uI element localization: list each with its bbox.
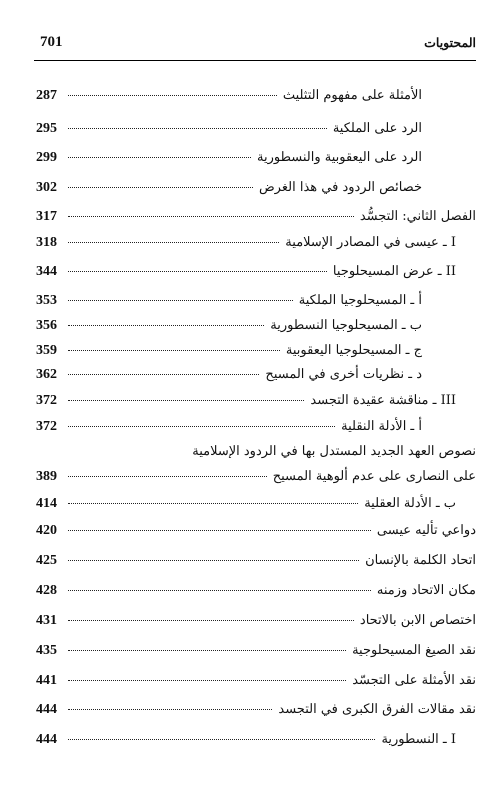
dot-leader	[68, 426, 335, 427]
toc-page-number: 389	[36, 469, 57, 484]
toc-entry-title: الأمثلة على مفهوم التثليث	[282, 88, 422, 103]
toc-entry-title: III ـ مناقشة عقيدة التجسد	[310, 393, 456, 408]
toc-entry-title: نقد الأمثلة على التجسّد	[352, 673, 476, 688]
toc-page-number: 299	[36, 150, 57, 165]
toc-entry-title: نصوص العهد الجديد المستدل بها في الردود الإسلامية	[192, 444, 476, 459]
toc-entry-title: خصائص الردود في هذا الغرض	[258, 180, 422, 195]
toc-entry-title-continuation: على النصارى على عدم ألوهية المسيح	[272, 469, 476, 484]
toc-entry	[36, 232, 456, 254]
toc-entry	[36, 493, 456, 515]
toc-entry-title: I ـ النسطورية	[381, 732, 456, 747]
toc-entry-title: الرد على الملكية	[332, 121, 422, 136]
toc-page-number: 362	[36, 367, 57, 382]
toc-entry-title: د ـ نظريات أخرى في المسيح	[265, 367, 422, 382]
toc-page-number: 435	[36, 643, 57, 658]
toc-page-number: 295	[36, 121, 57, 136]
toc-entry	[36, 290, 422, 312]
dot-leader	[68, 374, 259, 375]
toc-page-number: 425	[36, 553, 57, 568]
toc-entry	[36, 416, 422, 438]
dot-leader	[68, 242, 279, 243]
page-number: 701	[40, 34, 63, 50]
toc-entry	[36, 177, 422, 199]
toc-entry	[36, 340, 422, 362]
toc-page-number: 428	[36, 583, 57, 598]
toc-page-number: 444	[36, 732, 57, 747]
toc-entry-title: الرد على اليعقوبية والنسطورية	[256, 150, 422, 165]
dot-leader	[68, 95, 277, 96]
dot-leader	[68, 350, 280, 351]
toc-page-number: 353	[36, 293, 57, 308]
toc-entry-title: اتحاد الكلمة بالإنسان	[365, 553, 476, 568]
toc-entry-title: ج ـ المسيحلوجيا اليعقوبية	[285, 343, 422, 358]
dot-leader	[68, 650, 346, 651]
dot-leader	[68, 476, 267, 477]
dot-leader	[68, 739, 375, 740]
toc-entry	[36, 261, 456, 283]
dot-leader	[68, 400, 304, 401]
toc-entry	[36, 520, 476, 542]
toc-page-number: 287	[36, 88, 57, 103]
toc-entry-title: دواعي تأليه عيسى	[376, 523, 476, 538]
toc-page-number: 372	[36, 393, 57, 408]
dot-leader	[68, 187, 253, 188]
dot-leader	[68, 325, 264, 326]
toc-entry	[36, 444, 476, 488]
toc-page-number: 431	[36, 613, 57, 628]
toc-entry	[36, 580, 476, 602]
toc-entry	[36, 118, 422, 140]
toc-entry-title: ب ـ الأدلة العقلية	[364, 496, 456, 511]
toc-page-number: 444	[36, 702, 57, 717]
toc-entry-title: I ـ عيسى في المصادر الإسلامية	[285, 235, 456, 250]
toc-page-number: 302	[36, 180, 57, 195]
toc-entry-title: أ ـ الأدلة النقلية	[341, 419, 422, 434]
toc-entry-title: نقد مقالات الفرق الكبرى في التجسد	[278, 702, 476, 717]
toc-entry	[36, 315, 422, 337]
toc-page-number: 420	[36, 523, 57, 538]
toc-entry-title: مكان الاتحاد وزمنه	[376, 583, 476, 598]
dot-leader	[68, 300, 293, 301]
toc-entry	[36, 85, 422, 107]
dot-leader	[68, 216, 354, 217]
toc-entry	[36, 390, 456, 412]
toc-page-number: 359	[36, 343, 57, 358]
toc-entry-title: الفصل الثاني: التجسُّد	[359, 209, 476, 224]
toc-entry	[36, 699, 476, 721]
dot-leader	[68, 680, 346, 681]
toc-entry-title: II ـ عرض المسيحلوجيا	[332, 264, 456, 279]
toc-entry-title: ب ـ المسيحلوجيا النسطورية	[270, 318, 422, 333]
toc-page-number: 344	[36, 264, 57, 279]
dot-leader	[68, 503, 358, 504]
toc-entry-title: نقد الصيغ المسيحلوجية	[352, 643, 476, 658]
dot-leader	[68, 530, 371, 531]
toc-page-number: 441	[36, 673, 57, 688]
toc-page-number: 318	[36, 235, 57, 250]
dot-leader	[68, 157, 251, 158]
toc-entry	[36, 206, 476, 228]
running-title: المحتويات	[424, 35, 476, 50]
dot-leader	[68, 128, 327, 129]
toc-entry	[36, 670, 476, 692]
toc-page-number: 372	[36, 419, 57, 434]
dot-leader	[68, 620, 354, 621]
dot-leader	[68, 590, 371, 591]
toc-page-number: 317	[36, 209, 57, 224]
toc-page-number: 414	[36, 496, 57, 511]
toc-entry	[36, 364, 422, 386]
toc-page-number: 356	[36, 318, 57, 333]
toc-entry-title: اختصاص الابن بالاتحاد	[359, 613, 476, 628]
toc-entry	[36, 147, 422, 169]
dot-leader	[68, 271, 327, 272]
dot-leader	[68, 560, 359, 561]
toc-entry	[36, 640, 476, 662]
dot-leader	[68, 709, 272, 710]
toc-entry	[36, 729, 456, 751]
toc-entry-title: أ ـ المسيحلوجيا الملكية	[298, 293, 422, 308]
toc-entry	[36, 550, 476, 572]
toc-entry	[36, 610, 476, 632]
